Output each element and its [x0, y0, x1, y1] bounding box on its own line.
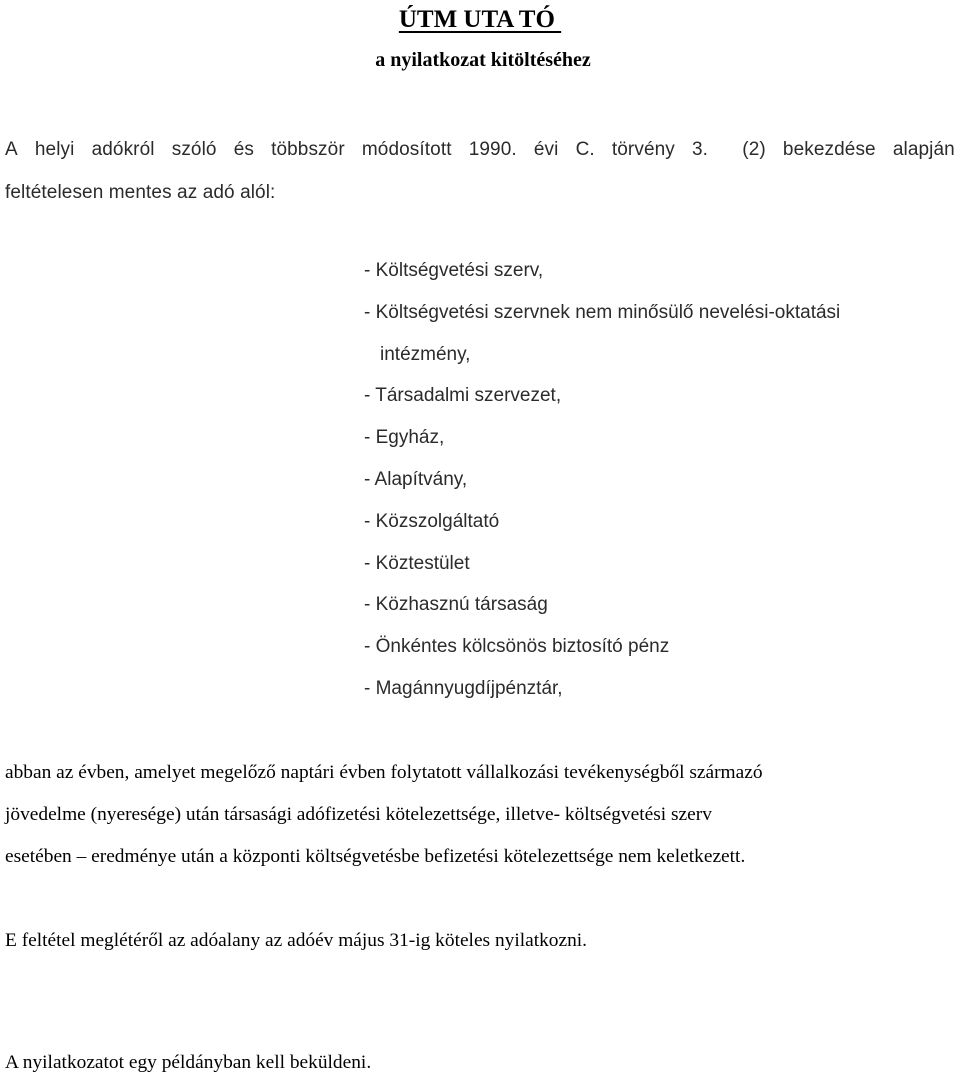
list-item: - Önkéntes kölcsönös biztosító pénz — [364, 636, 670, 658]
document-title — [0, 2, 960, 38]
exempt-entity-list — [364, 250, 924, 710]
intro-word: 3. — [692, 139, 709, 160]
intro-word: törvény — [611, 139, 675, 160]
intro-word: (2) — [742, 139, 766, 160]
document-title-text: ÚTM UTA TÓ — [398, 6, 562, 33]
list-item: - Alapítvány, — [364, 468, 468, 490]
intro-word: A — [5, 139, 18, 160]
intro-line-1 — [5, 128, 955, 171]
paragraph-line: esetében – eredménye után a központi költségvetésbe befizetési kötelezettsége nem keletkezett. — [5, 846, 746, 867]
intro-word: bekezdése — [782, 139, 876, 160]
intro-word: szóló — [171, 139, 217, 160]
intro-line-2: feltételesen mentes az adó alól: — [5, 182, 276, 203]
condition-paragraph — [5, 752, 957, 878]
intro-word: adókról — [91, 139, 155, 160]
list-item: - Költségvetési szerv, — [364, 260, 544, 281]
list-item: - Magánnyugdíjpénztár, — [364, 677, 563, 699]
list-item-continuation: intézmény, — [380, 343, 471, 365]
declaration-deadline-text: E feltétel meglétéről az adóalany az adóév május 31-ig köteles nyilatkozni. — [5, 930, 588, 951]
intro-word: módosított — [361, 139, 452, 160]
intro-word: C. — [575, 139, 595, 160]
list-item: - Közszolgáltató — [364, 510, 500, 532]
intro-paragraph — [5, 128, 955, 214]
paragraph-line: abban az évben, amelyet megelőző naptári évben folytatott vállalkozási tevékenységből származó — [5, 762, 763, 783]
intro-word: helyi — [34, 139, 75, 160]
intro-word: többször — [271, 139, 345, 160]
list-item: - Köztestület — [364, 552, 470, 574]
list-item: - Egyház, — [364, 427, 445, 449]
list-item: - Társadalmi szervezet, — [364, 385, 562, 407]
list-item: - Közhasznú társaság — [364, 594, 548, 616]
document-subtitle: a nyilatkozat kitöltéséhez — [375, 49, 591, 71]
intro-word: és — [233, 139, 254, 160]
intro-word: 1990. — [468, 139, 517, 160]
intro-word: évi — [533, 139, 559, 160]
paragraph-line: jövedelme (nyeresége) után társasági adófizetési kötelezettsége, illetve- költségvetési szerv — [5, 804, 712, 825]
list-item: - Költségvetési szervnek nem minősülő nevelési-oktatási — [364, 301, 841, 323]
submission-instruction-text: A nyilatkozatot egy példányban kell beküldeni. — [5, 1052, 372, 1073]
intro-word: alapján — [892, 139, 955, 160]
